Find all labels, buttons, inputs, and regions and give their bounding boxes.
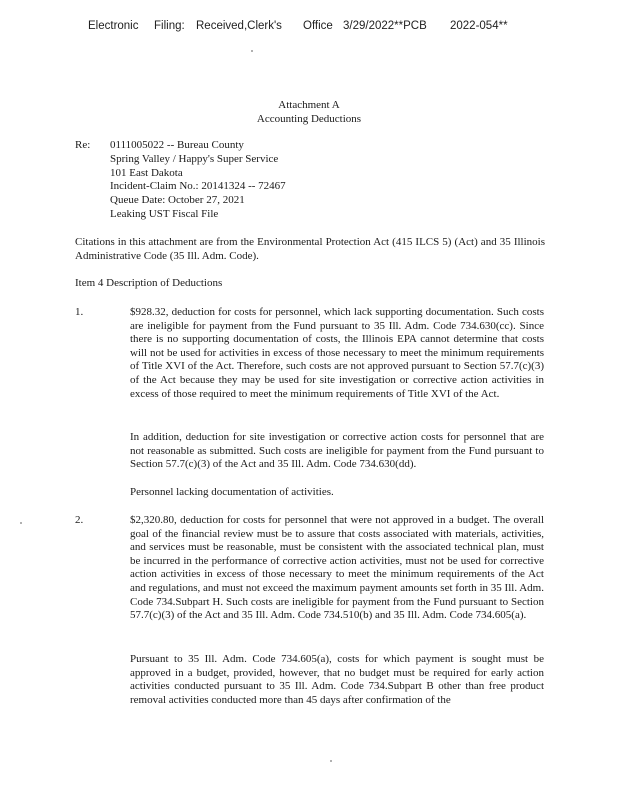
item-1-paragraph-1: $928.32, deduction for costs for personnel, which lack supporting documentation. Such costs are ineligible for payment from the Fund pursuant to 35 Ill. Adm. Code 734.630(cc). Since there is no supporting documentation of costs, the Illinois EPA cannot determine that costs will not be used for activities in excess of those necessary to meet the minimum requirements of Title XVI of the Act. Therefore, such costs are not approved pursuant to Section 57.7(c)(3) of the Act because they may be used for site investigation or corrective action activities in excess of those required to meet the minimum requirements of Title XVI of the Act.	[130, 306, 544, 400]
filing-header	[88, 20, 608, 104]
filing-office: Office	[303, 20, 333, 32]
re-facility-line: Spring Valley / Happy's Super Service	[110, 152, 279, 165]
item-2-paragraph-2: Pursuant to 35 Ill. Adm. Code 734.605(a), costs for which payment is sought must be approved in a budget, provided, however, that no budget must be required for early action activities conducted pursuant to 35 Ill. Adm. Code 734.Subpart B other than free product removal activities conducted more than 45 days after confirmation of the	[130, 653, 544, 706]
filing-electronic: Electronic	[88, 20, 139, 32]
item-1-paragraph-3: Personnel lacking documentation of activities.	[130, 486, 334, 498]
re-incident-line: Incident-Claim No.: 20141324 -- 72467	[110, 180, 286, 193]
scan-speck	[251, 50, 253, 52]
item-1-paragraph-2: In addition, deduction for site investigation or corrective action costs for personnel that are not reasonable as submitted. Such costs are ineligible for payment from the Fund pursuant to Section 57.7(c)(3) of the Act and 35 Ill. Adm. Code 734.630(dd).	[130, 431, 544, 471]
item-1-number: 1.	[75, 306, 84, 318]
item-heading: Item 4 Description of Deductions	[75, 277, 223, 289]
item-2-number: 2.	[75, 514, 84, 526]
re-block	[110, 139, 286, 222]
re-label: Re:	[75, 139, 91, 151]
filing-received: Received,Clerk's	[196, 20, 282, 32]
re-file-line: Leaking UST Fiscal File	[110, 207, 219, 220]
re-address-line: 101 East Dakota	[110, 166, 183, 179]
scan-speck	[330, 760, 332, 762]
citations-paragraph: Citations in this attachment are from the Environmental Protection Act (415 ILCS 5) (Act) and 35 Illinois Administrative Code (35 Ill. Adm. Code).	[75, 236, 545, 262]
filing-label: Filing:	[154, 20, 185, 32]
attachment-subtitle: Accounting Deductions	[256, 113, 362, 125]
item-2-paragraph-1: $2,320.80, deduction for costs for personnel that were not approved in a budget. The overall goal of the financial review must be to assure that costs associated with materials, activities, and services must be reasonable, must be consistent with the associated technical plan, must be incurred in the performance of corrective action activities, must not be used for corrective action activities in excess of those necessary to meet the minimum requirements of the Act and regulations, and must not exceed the maximum payment amounts set forth in 35 Ill. Adm. Code 734.Subpart H. Such costs are ineligible for payment from the Fund pursuant to Section 57.7(c)(3) of the Act and 35 Ill. Adm. Code 734.510(b) and 35 Ill. Adm. Code 734.605(a).	[130, 514, 544, 622]
re-site-line: 0111005022 -- Bureau County	[110, 139, 244, 151]
re-queue-date-line: Queue Date: October 27, 2021	[110, 194, 245, 207]
filing-date: 3/29/2022**PCB	[343, 20, 427, 32]
attachment-title: Attachment A	[278, 99, 340, 111]
filing-number: 2022-054**	[450, 20, 508, 32]
scan-speck	[20, 522, 22, 524]
